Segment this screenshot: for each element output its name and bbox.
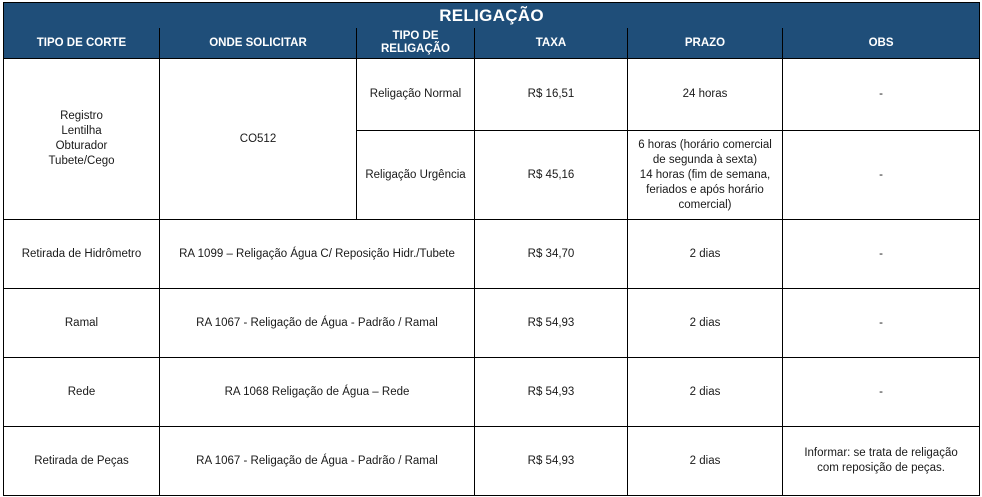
tipo-corte-line: Obturador — [55, 140, 108, 152]
cell-obs: - — [783, 289, 980, 358]
prazo-line: 14 horas (fim de semana, — [639, 168, 771, 181]
obs-line: com reposição de peças. — [817, 462, 945, 474]
prazo-line: de segunda à sexta) — [652, 153, 758, 166]
table-row — [4, 220, 980, 289]
cell-tipo-corte: Retirada de Peças — [4, 427, 160, 496]
cell-onde-solicitar: RA 1067 - Religação de Água - Padrão / Ramal — [160, 427, 475, 496]
cell-prazo: 24 horas — [628, 59, 783, 131]
tipo-corte-line: Tubete/Cego — [48, 155, 115, 167]
cell-taxa: R$ 16,51 — [475, 59, 628, 131]
table-row — [4, 358, 980, 427]
religacao-table-wrapper — [3, 2, 979, 496]
obs-line: Informar: se trata de religação — [804, 447, 958, 459]
cell-prazo: 2 dias — [628, 427, 783, 496]
prazo-line: comercial) — [678, 198, 732, 211]
cell-prazo: 2 dias — [628, 220, 783, 289]
cell-tipo-corte-group1 — [4, 59, 160, 220]
religacao-table — [3, 2, 980, 496]
prazo-line: 6 horas (horário comercial — [638, 138, 772, 151]
table-row — [4, 289, 980, 358]
header-onde-solicitar: ONDE SOLICITAR — [160, 28, 357, 59]
table-row — [4, 59, 980, 131]
cell-obs: - — [783, 358, 980, 427]
cell-onde-solicitar: RA 1099 – Religação Água C/ Reposição Hidr./Tubete — [160, 220, 475, 289]
cell-obs: - — [783, 220, 980, 289]
header-tipo-religacao-line2: RELIGAÇÃO — [381, 43, 450, 55]
header-tipo-corte: TIPO DE CORTE — [4, 28, 160, 59]
header-taxa: TAXA — [475, 28, 628, 59]
cell-taxa: R$ 45,16 — [475, 131, 628, 220]
header-obs: OBS — [783, 28, 980, 59]
cell-prazo — [628, 131, 783, 220]
header-tipo-religacao — [357, 28, 475, 59]
cell-obs: - — [783, 131, 980, 220]
cell-onde-solicitar-group1: CO512 — [160, 59, 357, 220]
cell-prazo: 2 dias — [628, 289, 783, 358]
cell-taxa: R$ 54,93 — [475, 289, 628, 358]
cell-onde-solicitar: RA 1068 Religação de Água – Rede — [160, 358, 475, 427]
cell-taxa: R$ 34,70 — [475, 220, 628, 289]
cell-tipo-religacao: Religação Normal — [357, 59, 475, 131]
tipo-corte-line: Registro — [60, 110, 103, 122]
cell-taxa: R$ 54,93 — [475, 427, 628, 496]
table-title: RELIGAÇÃO — [4, 3, 980, 29]
cell-onde-solicitar: RA 1067 - Religação de Água - Padrão / Ramal — [160, 289, 475, 358]
header-prazo: PRAZO — [628, 28, 783, 59]
prazo-line: feriados e após horário — [646, 183, 764, 196]
header-tipo-religacao-line1: TIPO DE — [392, 30, 439, 42]
cell-tipo-corte: Rede — [4, 358, 160, 427]
cell-tipo-corte: Retirada de Hidrômetro — [4, 220, 160, 289]
cell-tipo-religacao: Religação Urgência — [357, 131, 475, 220]
cell-obs: - — [783, 59, 980, 131]
table-row — [4, 427, 980, 496]
cell-tipo-corte: Ramal — [4, 289, 160, 358]
cell-prazo: 2 dias — [628, 358, 783, 427]
cell-taxa: R$ 54,93 — [475, 358, 628, 427]
cell-obs — [783, 427, 980, 496]
tipo-corte-line: Lentilha — [61, 125, 102, 137]
